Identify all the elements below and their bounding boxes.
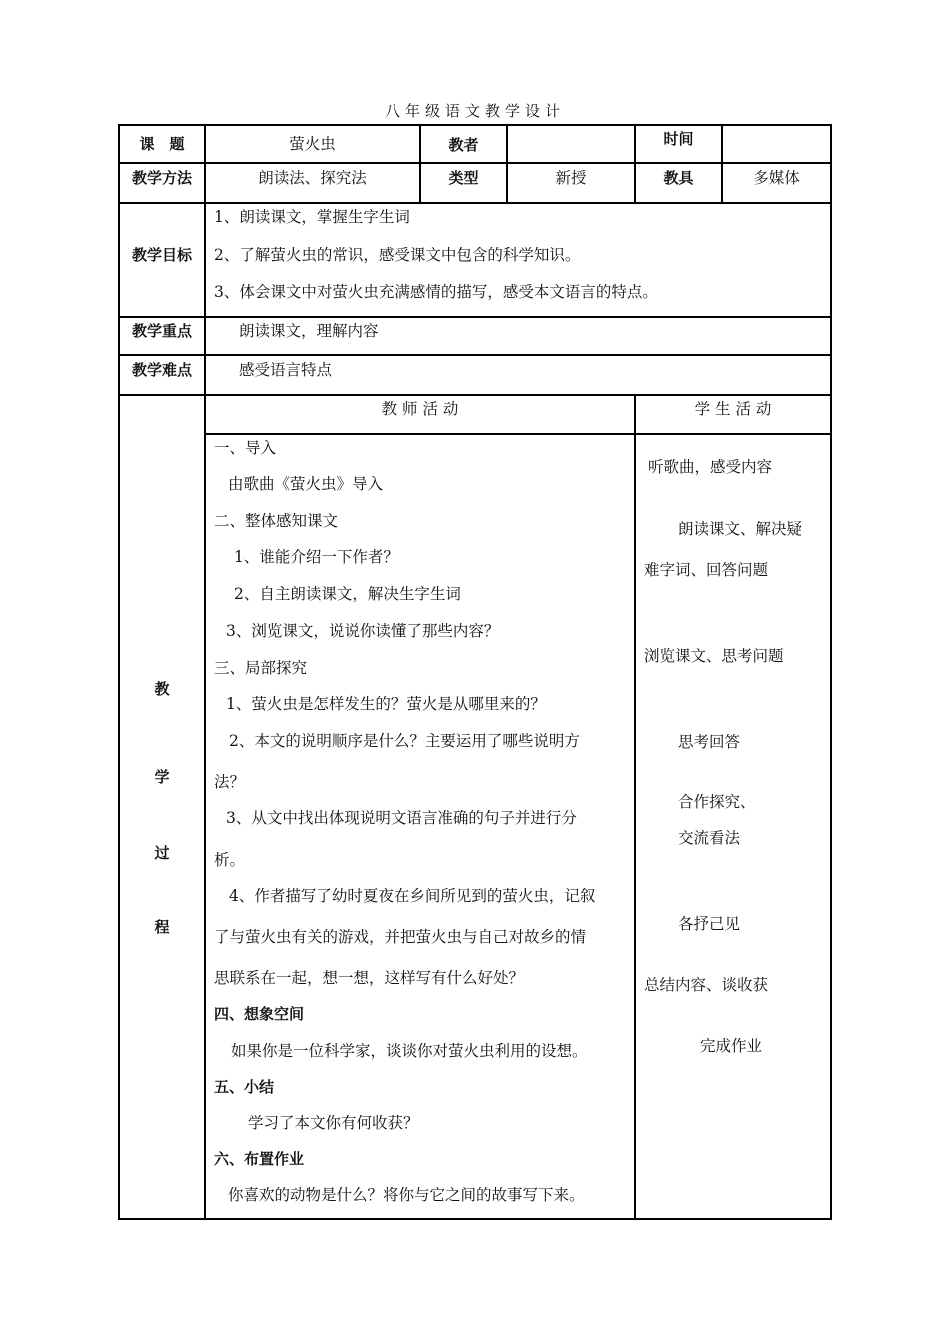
tools-label: 教具 — [663, 169, 694, 187]
difficulty-label: 教学难点 — [131, 361, 192, 379]
student-line: 各抒己见 — [678, 915, 741, 933]
type-label: 类型 — [448, 169, 479, 187]
student-line: 难字词、回答问题 — [644, 561, 769, 579]
teacher-line: 4、作者描写了幼时夏夜在乡间所见到的萤火虫，记叙 — [229, 887, 596, 905]
document-title: 八年级语文教学设计 — [384, 102, 565, 120]
teacher-line: 如果你是一位科学家，谈谈你对萤火虫利用的设想。 — [231, 1042, 588, 1060]
teacher-line: 四、想象空间 — [214, 1005, 305, 1023]
method-label: 教学方法 — [131, 169, 192, 187]
teacher-activity-header: 教 师 活 动 — [381, 400, 459, 418]
teacher-line: 一、导入 — [214, 439, 277, 457]
student-line: 交流看法 — [678, 829, 741, 847]
teacher-line: 三、局部探究 — [214, 659, 308, 677]
teacher-label: 教者 — [448, 136, 479, 154]
teacher-line: 思联系在一起，想一想，这样写有什么好处？ — [214, 969, 525, 987]
student-line: 浏览课文、思考问题 — [644, 647, 784, 665]
tools-value: 多媒体 — [753, 169, 800, 187]
type-value: 新授 — [555, 169, 587, 187]
teacher-line: 学习了本文你有何收获？ — [248, 1114, 419, 1132]
goal-item: 2、了解萤火虫的常识，感受课文中包含的科学知识。 — [214, 246, 581, 264]
teacher-line: 2、本文的说明顺序是什么？主要运用了哪些说明方 — [229, 732, 580, 750]
teacher-line: 2、自主朗读课文，解决生字生词 — [234, 585, 461, 603]
process-label-char: 教 — [154, 680, 170, 698]
key-point-label: 教学重点 — [131, 322, 192, 340]
teacher-line: 由歌曲《萤火虫》导入 — [228, 475, 384, 493]
topic-label: 课 题 — [139, 135, 185, 153]
teacher-line: 3、从文中找出体现说明文语言准确的句子并进行分 — [226, 809, 577, 827]
time-label: 时间 — [663, 130, 694, 148]
difficulty-value: 感受语言特点 — [239, 361, 333, 379]
process-label-char: 学 — [154, 768, 170, 786]
teacher-line: 1、萤火虫是怎样发生的？萤火是从哪里来的？ — [226, 695, 546, 713]
topic-value: 萤火虫 — [289, 135, 336, 153]
process-label-char: 过 — [154, 844, 170, 862]
teacher-line: 六、布置作业 — [214, 1150, 305, 1168]
key-point-value: 朗读课文，理解内容 — [239, 322, 379, 340]
student-line: 思考回答 — [678, 733, 741, 751]
student-activity-header: 学 生 活 动 — [694, 400, 772, 418]
goal-item: 1、朗读课文，掌握生字生词 — [214, 208, 410, 226]
teacher-line: 3、浏览课文，说说你读懂了那些内容？ — [226, 622, 500, 640]
student-line: 完成作业 — [700, 1037, 763, 1055]
goals-label: 教学目标 — [131, 246, 192, 264]
teacher-line: 法？ — [214, 773, 246, 791]
student-line: 朗读课文、解决疑 — [678, 520, 803, 538]
teacher-line: 五、小结 — [214, 1078, 275, 1096]
process-label-char: 程 — [154, 918, 170, 936]
student-line: 听歌曲，感受内容 — [648, 458, 773, 476]
teacher-line: 了与萤火虫有关的游戏，并把萤火虫与自己对故乡的情 — [214, 928, 587, 946]
teacher-line: 你喜欢的动物是什么？将你与它之间的故事写下来。 — [228, 1186, 585, 1204]
teacher-line: 析。 — [214, 851, 246, 869]
student-line: 合作探究、 — [678, 793, 756, 811]
method-value: 朗读法、探究法 — [258, 169, 367, 187]
student-line: 总结内容、谈收获 — [644, 976, 769, 994]
teacher-line: 1、谁能介绍一下作者？ — [234, 548, 399, 566]
teacher-line: 二、整体感知课文 — [214, 512, 339, 530]
goal-item: 3、体会课文中对萤火虫充满感情的描写，感受本文语言的特点。 — [214, 283, 658, 301]
